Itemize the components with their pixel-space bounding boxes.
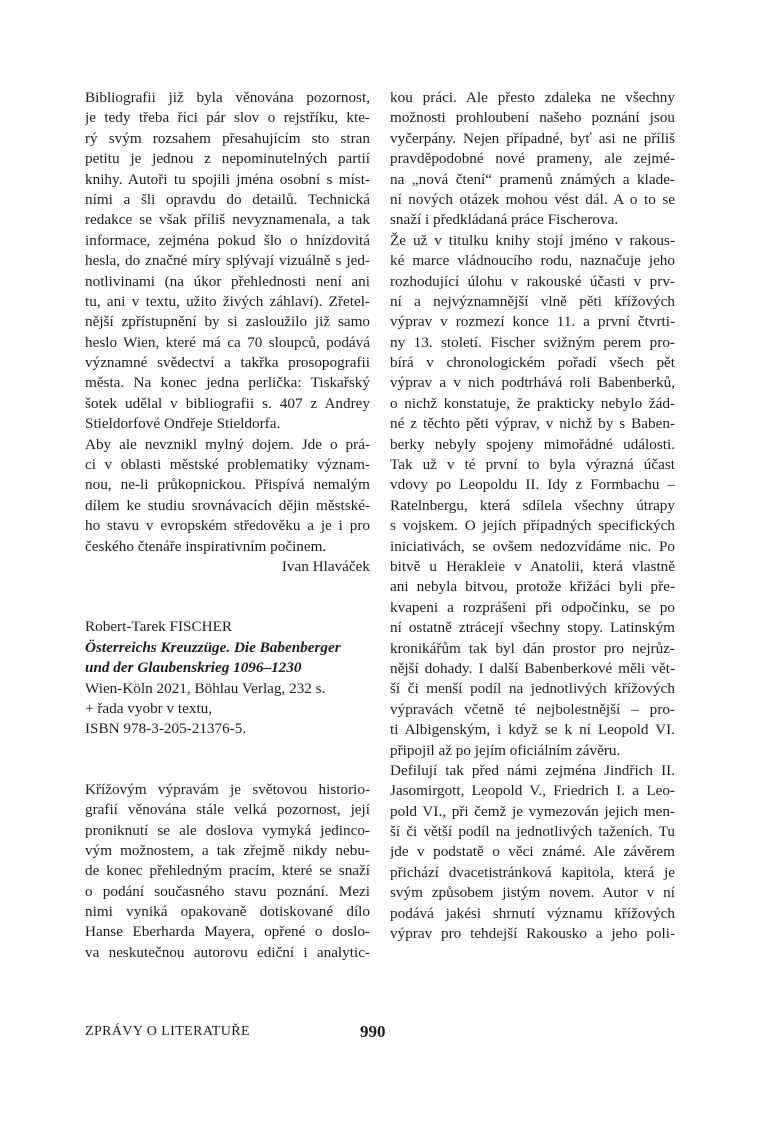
text-line: ké marce vládnoucího rodu, naznačuje jeho (390, 252, 675, 270)
book-illustrations: + řada vyobr v textu, (85, 699, 213, 717)
text-line: vým možnostem, a tak zřejmě nikdy nebu- (85, 841, 370, 859)
text-line: ší či větší podíl na jednotlivých taženích. Tu (390, 823, 675, 841)
text-line: podává jakési shrnutí významu křížových (390, 904, 675, 922)
text-line: petitu je jednou z nepominutelných partií (85, 150, 370, 168)
text-line: tu, ani v textu, užito živých záhlaví). Zřetel- (85, 292, 370, 310)
text-line: nou, ne-li průkopnickou. Přispívá nemalým (85, 476, 370, 494)
text-line: šotek udělal v bibliografii s. 407 z Andrey (85, 394, 370, 412)
text-line: pravděpodobné nové prameny, ale zejmé- (390, 150, 675, 168)
text-line: dílem ke studiu srovnávacích dějin městské- (85, 496, 370, 514)
text-line: kvapeni a rozprášeni při odpočinku, se po (390, 598, 675, 616)
spacer (85, 577, 370, 617)
text-line: notlivinami (na úkor přehlednosti není ani (85, 272, 370, 290)
text-line: informace, zejména pokud šlo o hnízdovitá (85, 231, 370, 249)
text-line: nější dohady. I další Babenberkové měli vět- (390, 659, 675, 677)
text-line: vdovy po Leopoldu II. Idy z Formbachu – (390, 476, 675, 494)
text-line: nější zpřístupnění by si zasloužilo již samo (85, 313, 370, 331)
book-author: Robert-Tarek FISCHER (85, 618, 232, 636)
right-column (390, 88, 675, 944)
review-2-text (85, 780, 370, 964)
text-line: výprav pro tehdejší Rakousko a jeho poli- (390, 925, 675, 943)
text-line: svým způsobem jistým novem. Autor v ní (390, 884, 675, 902)
text-line: bírá v chronologickém pořadí všech pět (390, 354, 675, 372)
text-line: připojil až po jejím oficiálním závěru. (390, 741, 621, 759)
text-line: přichází dvacetistránková kapitola, která je (390, 863, 675, 881)
text-line: hesla, do značné míry splývají vizuálně s jed- (85, 252, 370, 270)
text-line: města. Na konec jedna perlička: Tiskařský (85, 374, 370, 392)
text-line: jde v podstatě o věci známé. Ale závěrem (390, 843, 675, 861)
text-line: výprav v rozmezí konce 11. a první čtvrti- (390, 313, 675, 331)
book-isbn: ISBN 978-3-205-21376-5. (85, 720, 247, 738)
text-line: né z těchto pěti výprav, v nichž by s Baben- (390, 415, 675, 433)
book-title-line: und der Glaubenskrieg 1096–1230 (85, 659, 302, 677)
text-line: vyčerpány. Nejen případné, byť asi ne příliš (390, 129, 675, 147)
text-line: Ratelnbergu, která sdílela všechny útrapy (390, 496, 675, 514)
text-line: je tedy třeba říci pár slov o rejstříku, kte- (85, 109, 370, 127)
text-line: Jasomirgott, Leopold V., Friedrich I. a Leo- (390, 782, 675, 800)
text-line: ti Albigenským, i když se k ní Leopold VI. (390, 721, 675, 739)
book-title-line: Österreichs Kreuzzüge. Die Babenberger (85, 638, 341, 656)
text-line: Bibliografii již byla věnována pozornost, (85, 89, 370, 106)
text-line: bitvě u Herakleie v Anatolii, která vlastně (390, 557, 675, 575)
text-line: s vojskem. O jejích případných specifických (390, 517, 675, 535)
page-number: 990 (360, 1022, 386, 1041)
text-line: českého čtenáře inspirativním počinem. (85, 537, 327, 555)
text-line: ší či menší podíl na jednotlivých křížových (390, 680, 675, 698)
text-line: Tak už v té první to byla výrazná účast (390, 456, 675, 474)
text-line: ní ostatně ztrácejí všechny stopy. Latinským (390, 619, 675, 637)
text-line: na „nová čtení“ pramenů známých a klade- (390, 170, 675, 188)
text-line: pold VI., při čemž je vymezován jejich men- (390, 802, 675, 820)
text-line: Stieldorfové Ondřeje Stieldorfa. (85, 415, 281, 433)
spacer (85, 740, 370, 780)
text-line: ho stavu v evropském středověku a je i pro (85, 517, 370, 535)
text-line: berky nebyly spojeny mimořádné události. (390, 435, 675, 453)
text-line: Křížovým výpravám je světovou historio- (85, 780, 370, 798)
text-line: ci v oblasti městské problematiky význam- (85, 456, 370, 474)
text-line: výprav a v nich podtrhává roli Babenberků, (390, 374, 675, 392)
review-1-author: Ivan Hlaváček (281, 557, 370, 575)
text-line: heslo Wien, které má ca 70 sloupců, podává (85, 333, 370, 351)
review-1-text (85, 88, 370, 557)
journal-title: ZPRÁVY O LITERATUŘE (85, 1024, 250, 1039)
book-publication: Wien-Köln 2021, Böhlau Verlag, 232 s. (85, 679, 326, 697)
text-line: Defilují tak před námi zejména Jindřich II. (390, 761, 675, 779)
text-line: proniknutí se ale doslova vymyká jedinco- (85, 821, 370, 839)
text-line: Hanse Eberharda Mayera, opřené o doslo- (85, 923, 370, 941)
text-line: ani nebyla bitvou, protože křižáci byli pře- (390, 578, 675, 596)
text-line: výpravách včetně té nejbolestnější – pro- (390, 700, 675, 718)
text-line: kou práci. Ale přesto zdaleka ne všechny (390, 89, 675, 106)
text-line: Že už v titulku knihy stojí jméno v rakous- (390, 231, 675, 249)
text-line: nimi vyniká opakovaně dotiskované dílo (85, 903, 370, 921)
text-line: ny 13. století. Fischer svižným perem pro- (390, 333, 675, 351)
text-line: Aby ale nevznikl mylný dojem. Jde o prá- (85, 435, 370, 453)
text-line: významné svědectví a takřka prosopografii (85, 354, 370, 372)
text-line: redakce se však příliš nevyznamenala, a tak (85, 211, 370, 229)
text-line: ními a šli opravdu do detailů. Technická (85, 190, 370, 208)
text-line: možnosti prohloubení našeho poznání jsou (390, 109, 675, 127)
text-line: de konec přehledným pracím, které se snaží (85, 862, 370, 880)
text-line: knihy. Autoři tu spojili jména osobní s míst- (85, 170, 370, 188)
text-line: snaží i předkládaná práce Fischerova. (390, 211, 619, 229)
text-line: rý svým rozsahem přesahujícím sto stran (85, 129, 370, 147)
text-line: o nichž konstatuje, že prakticky nebylo žád- (390, 394, 675, 412)
text-line: kronikářům tak byl dán prostor pro nejrůz- (390, 639, 675, 657)
text-line: rozhodující úlohu v rakouské účasti v prv- (390, 272, 675, 290)
text-line: o podání současného stavu poznání. Mezi (85, 882, 370, 900)
text-line: iniciativách, se ovšem nedozvídáme nic. Po (390, 537, 675, 555)
left-column (85, 88, 370, 963)
review-2-continued-text (390, 88, 675, 944)
text-line: grafií věnována stále velká pozornost, její (85, 801, 370, 819)
text-line: ní nových otázek mohou vést dál. A o to se (390, 190, 675, 208)
text-line: va neskutečnou autorovu ediční i analytic- (85, 943, 370, 961)
text-line: ní a nejvýznamnější vlně pěti křížových (390, 292, 675, 310)
